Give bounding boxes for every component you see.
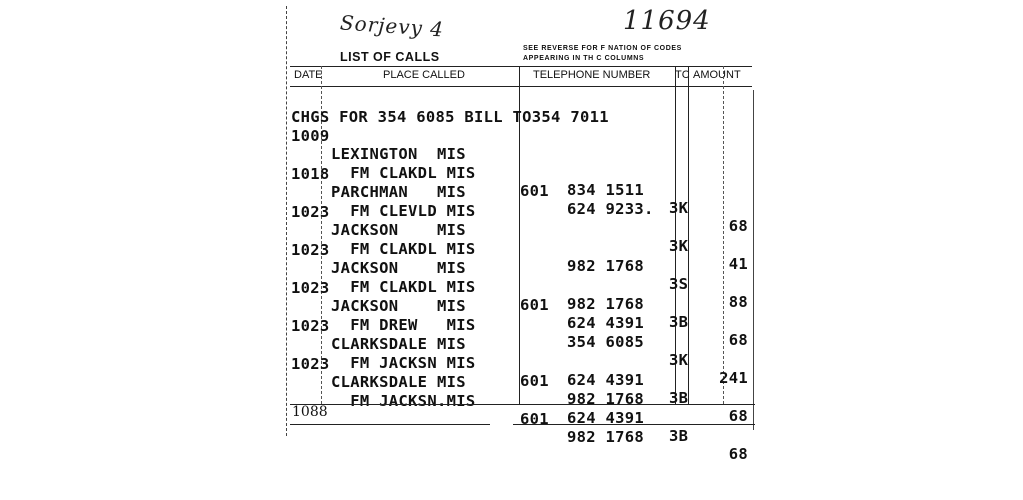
call-amount: 88 xyxy=(728,293,748,311)
call-area-code: 601 xyxy=(520,372,549,390)
call-place: CLARKSDALE MIS xyxy=(331,335,466,353)
call-place: FM CLAKDL MIS xyxy=(331,278,476,296)
call-number: 354 6085 xyxy=(567,333,645,351)
call-place: CLARKSDALE MIS xyxy=(331,373,466,391)
call-place: JACKSON MIS xyxy=(331,297,466,315)
column-header-c: C xyxy=(681,69,690,81)
codes-notice xyxy=(523,44,748,64)
form-title: LIST OF CALLS xyxy=(340,50,440,64)
bottom-rule-left xyxy=(290,424,490,425)
call-number: 982 1768 xyxy=(567,390,645,408)
call-tc-code: 3B xyxy=(669,389,689,407)
footer-page-number: 1088 xyxy=(292,404,328,420)
call-number: 982 1768 xyxy=(567,428,645,446)
column-header-amount: AMOUNT xyxy=(693,69,741,81)
charges-header-line xyxy=(291,90,761,126)
codes-notice-line2: APPEARING IN TH C COLUMNS xyxy=(523,55,645,62)
call-place: FM CLAKDL MIS xyxy=(331,164,476,182)
call-amount: 68 xyxy=(728,407,748,425)
call-place: JACKSON MIS xyxy=(331,221,466,239)
call-amount: 68 xyxy=(728,217,748,235)
call-tc-code: 3S xyxy=(669,275,689,293)
column-header-date: DATE xyxy=(294,69,323,81)
column-header-t: T xyxy=(675,69,682,81)
call-tc-code: 3K xyxy=(669,237,689,255)
call-number: 624 9233. xyxy=(567,200,654,218)
call-amount: 41 xyxy=(728,255,748,273)
left-border-line xyxy=(286,6,287,436)
column-header-row xyxy=(290,66,752,87)
column-header-phone: TELEPHONE NUMBER xyxy=(533,69,651,81)
call-place: FM CLEVLD MIS xyxy=(331,202,476,220)
handwritten-number-annotation: 11694 xyxy=(623,6,711,36)
call-date: 1023 xyxy=(291,355,330,373)
call-tc-code: 3K xyxy=(669,351,689,369)
call-date: 1023 xyxy=(291,279,330,297)
call-tc-code: 3B xyxy=(669,427,689,445)
call-date: 1023 xyxy=(291,203,330,221)
call-place: FM JACKSN.MIS xyxy=(331,392,476,410)
call-date: 1023 xyxy=(291,317,330,335)
call-place: FM CLAKDL MIS xyxy=(331,240,476,258)
codes-notice-line1: SEE REVERSE FOR F NATION OF CODES xyxy=(523,45,682,52)
call-area-code: 601 xyxy=(520,296,549,314)
call-amount: 241 xyxy=(719,369,748,387)
call-tc-code: 3K xyxy=(669,199,689,217)
call-tc-code: 3B xyxy=(669,313,689,331)
call-date: 1018 xyxy=(291,165,330,183)
call-number: 624 4391 xyxy=(567,314,645,332)
bottom-rule-right xyxy=(513,424,755,425)
handwritten-name-annotation: Sorjevy 4 xyxy=(339,10,445,42)
call-amount: 68 xyxy=(728,331,748,349)
call-place: PARCHMAN MIS xyxy=(331,183,466,201)
call-number: 624 4391 xyxy=(567,371,645,389)
call-number: 834 1511 xyxy=(567,181,645,199)
charges-header-text: CHGS FOR 354 6085 BILL TO354 7011 xyxy=(291,108,609,126)
call-date: 1023 xyxy=(291,241,330,259)
call-place: LEXINGTON MIS xyxy=(331,145,466,163)
call-list-document xyxy=(283,0,755,463)
call-place: FM DREW MIS xyxy=(331,316,476,334)
call-area-code: 601 xyxy=(520,410,549,428)
call-number: 624 4391 xyxy=(567,409,645,427)
call-date: 1009 xyxy=(291,127,330,145)
call-amount: 68 xyxy=(728,445,748,463)
call-number: 982 1768 xyxy=(567,257,645,275)
footer-rule xyxy=(290,404,755,405)
call-place: FM JACKSN MIS xyxy=(331,354,476,372)
call-number: 982 1768 xyxy=(567,295,645,313)
call-area-code: 601 xyxy=(520,182,549,200)
column-header-place: PLACE CALLED xyxy=(383,69,465,81)
call-place: JACKSON MIS xyxy=(331,259,466,277)
